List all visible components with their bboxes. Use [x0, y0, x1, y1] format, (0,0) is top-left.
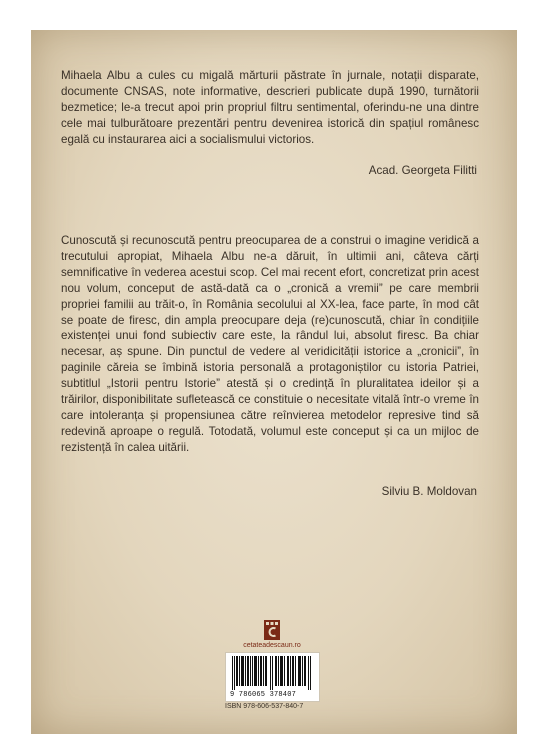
barcode-bars: [232, 656, 313, 690]
review-paragraph-1: Mihaela Albu a cules cu migală mărturii păstrate în jurnale, notații disparate, documente CNSAS, note informative, descrieri publicate după 1990, turnătorii bezmetice; le-a trecut apoi prin propriul filtru sentimental, oferindu-ne una dintre cele mai tulburătoare prezentări pentru devenirea istorică din spațiul românesc egală cu instaurarea aici a socialismului victorios.: [61, 69, 479, 146]
barcode-digits: 9 786065 378407: [230, 691, 297, 699]
tower-c-logo-icon: [264, 620, 280, 640]
review-paragraph-2: Cunoscută și recunoscută pentru preocuparea de a construi o imagine veridică a trecutului apropiat, Mihaela Albu ne-a dăruit, în ultimii ani, câteva cărți semnificative în vederea acestui scop. Cel mai recent efort, concretizat prin acest nou volum, conceput de astă-dată ca o „cronică a vremii” pe care membrii propriei familii au trăit-o, în România secolului al XX-lea, face parte, în mod cât se poate de firesc, din ampla preocupare deja (re)cunoscută, chiar în condițiile existenței unui fond subiectiv care este, la rândul lui, absolut firesc. Ba chiar necesar, aș spune. Din punctul de vedere al veridicității istorice a „cronicii”, în paginile căreia se îmbină istoria personală a protagoniștilor cu istoria Patriei, subtitlul „Istorii pentru Istorie” atestă și o credință în pluralitatea ideilor și a trăirilor, disponibilitate sufletească ce constituie o necesitate vitală într-o vreme în care intoleranța și propensiunea către reînvierea metodelor represive tind să redevină aproape o regulă. Totodată, volumul este conceput și ca un mijloc de rezistență în calea uitării.: [61, 234, 479, 454]
signature-moldovan: Silviu B. Moldovan: [381, 485, 477, 498]
publisher-name: cetateadescaun.ro: [243, 642, 301, 649]
barcode: [225, 652, 320, 702]
isbn-label: ISBN 978-606-537-840-7: [225, 703, 304, 710]
publisher-logo: [243, 620, 301, 649]
signature-filitti: Acad. Georgeta Filitti: [368, 164, 477, 177]
